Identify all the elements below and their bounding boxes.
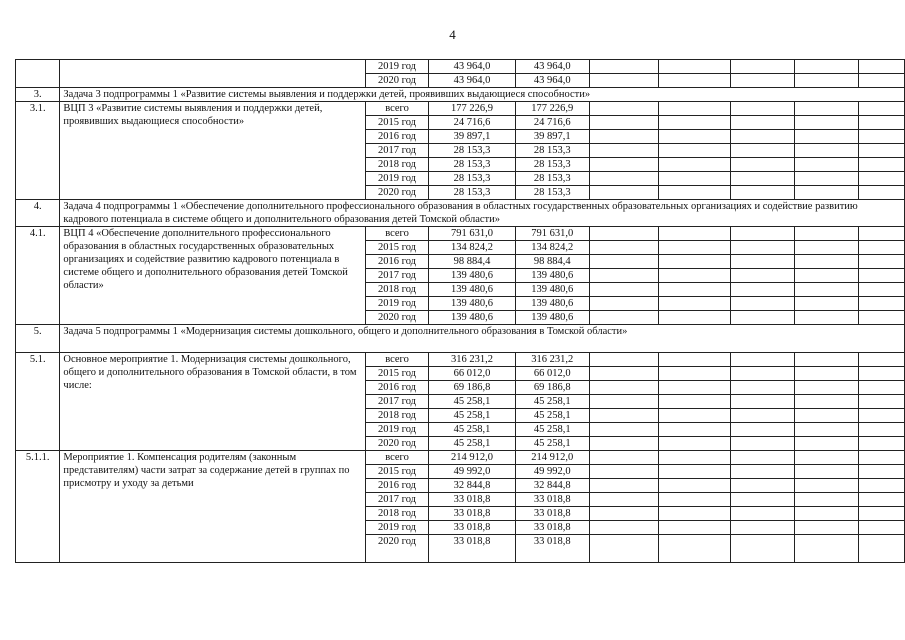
empty-cell [859, 60, 905, 74]
value-total-cell: 43 964,0 [429, 60, 515, 74]
year-cell: 2015 год [365, 367, 429, 381]
year-cell: 2018 год [365, 507, 429, 521]
empty-cell [730, 283, 794, 297]
empty-cell [730, 395, 794, 409]
empty-cell [794, 409, 858, 423]
empty-cell [730, 451, 794, 465]
task-title-cell: Задача 5 подпрограммы 1 «Модернизация системы дошкольного, общего и дополнительного образования в Томской области» [60, 325, 905, 353]
value-total-cell: 98 884,4 [429, 255, 515, 269]
empty-cell [589, 311, 659, 325]
empty-cell [859, 144, 905, 158]
value-total-cell: 139 480,6 [429, 311, 515, 325]
empty-cell [589, 395, 659, 409]
empty-cell [794, 395, 858, 409]
empty-cell [794, 353, 858, 367]
empty-cell [659, 367, 730, 381]
year-cell: 2015 год [365, 465, 429, 479]
year-cell: всего [365, 102, 429, 116]
value-source-cell: 139 480,6 [515, 269, 589, 283]
table-row [16, 353, 905, 367]
empty-cell [859, 535, 905, 563]
empty-cell [794, 493, 858, 507]
year-cell: 2019 год [365, 423, 429, 437]
value-total-cell: 791 631,0 [429, 227, 515, 241]
empty-cell [730, 507, 794, 521]
value-source-cell: 66 012,0 [515, 367, 589, 381]
empty-cell [659, 269, 730, 283]
description-cell: ВЦП 3 «Развитие системы выявления и поддержки детей, проявивших выдающиеся способности» [60, 102, 365, 200]
value-source-cell: 49 992,0 [515, 465, 589, 479]
empty-cell [659, 130, 730, 144]
empty-cell [730, 521, 794, 535]
year-cell: 2020 год [365, 535, 429, 563]
empty-cell [730, 102, 794, 116]
empty-cell [589, 479, 659, 493]
table-row [16, 102, 905, 116]
year-cell: 2017 год [365, 395, 429, 409]
value-total-cell: 177 226,9 [429, 102, 515, 116]
empty-cell [794, 283, 858, 297]
empty-cell [794, 227, 858, 241]
budget-table [15, 59, 905, 563]
empty-cell [794, 311, 858, 325]
value-source-cell: 177 226,9 [515, 102, 589, 116]
empty-cell [589, 437, 659, 451]
empty-cell [794, 102, 858, 116]
empty-cell [859, 311, 905, 325]
empty-cell [730, 269, 794, 283]
empty-cell [589, 493, 659, 507]
empty-cell [589, 521, 659, 535]
value-source-cell: 28 153,3 [515, 186, 589, 200]
empty-cell [859, 493, 905, 507]
empty-cell [859, 172, 905, 186]
empty-cell [794, 381, 858, 395]
empty-cell [659, 158, 730, 172]
empty-cell [659, 521, 730, 535]
value-total-cell: 33 018,8 [429, 521, 515, 535]
table-row [16, 60, 905, 74]
empty-cell [659, 255, 730, 269]
year-cell: 2016 год [365, 479, 429, 493]
empty-cell [794, 465, 858, 479]
empty-cell [794, 451, 858, 465]
table-row [16, 227, 905, 241]
year-cell: 2018 год [365, 158, 429, 172]
empty-cell [730, 465, 794, 479]
empty-cell [659, 465, 730, 479]
value-source-cell: 28 153,3 [515, 172, 589, 186]
value-source-cell: 316 231,2 [515, 353, 589, 367]
year-cell: всего [365, 353, 429, 367]
empty-cell [659, 60, 730, 74]
row-number-cell [16, 60, 60, 88]
empty-cell [859, 409, 905, 423]
empty-cell [659, 74, 730, 88]
empty-cell [589, 353, 659, 367]
empty-cell [659, 297, 730, 311]
empty-cell [794, 479, 858, 493]
value-source-cell: 33 018,8 [515, 493, 589, 507]
empty-cell [659, 241, 730, 255]
empty-cell [794, 437, 858, 451]
empty-cell [859, 381, 905, 395]
empty-cell [589, 186, 659, 200]
empty-cell [859, 130, 905, 144]
empty-cell [859, 227, 905, 241]
empty-cell [730, 74, 794, 88]
empty-cell [859, 465, 905, 479]
value-total-cell: 134 824,2 [429, 241, 515, 255]
value-source-cell: 33 018,8 [515, 521, 589, 535]
value-total-cell: 139 480,6 [429, 283, 515, 297]
year-cell: 2019 год [365, 172, 429, 186]
value-total-cell: 45 258,1 [429, 423, 515, 437]
value-source-cell: 24 716,6 [515, 116, 589, 130]
empty-cell [659, 311, 730, 325]
value-source-cell: 139 480,6 [515, 283, 589, 297]
value-total-cell: 28 153,3 [429, 172, 515, 186]
year-cell: 2019 год [365, 521, 429, 535]
empty-cell [659, 479, 730, 493]
empty-cell [730, 409, 794, 423]
empty-cell [859, 74, 905, 88]
task-number-cell: 5. [16, 325, 60, 353]
year-cell: 2016 год [365, 255, 429, 269]
empty-cell [859, 423, 905, 437]
empty-cell [794, 535, 858, 563]
empty-cell [589, 409, 659, 423]
value-total-cell: 139 480,6 [429, 297, 515, 311]
empty-cell [859, 353, 905, 367]
empty-cell [589, 74, 659, 88]
year-cell: 2020 год [365, 311, 429, 325]
year-cell: 2018 год [365, 409, 429, 423]
empty-cell [730, 493, 794, 507]
empty-cell [589, 283, 659, 297]
value-total-cell: 28 153,3 [429, 186, 515, 200]
value-total-cell: 45 258,1 [429, 409, 515, 423]
empty-cell [659, 172, 730, 186]
empty-cell [859, 255, 905, 269]
value-total-cell: 28 153,3 [429, 158, 515, 172]
value-total-cell: 316 231,2 [429, 353, 515, 367]
empty-cell [859, 437, 905, 451]
value-source-cell: 134 824,2 [515, 241, 589, 255]
empty-cell [730, 116, 794, 130]
empty-cell [589, 130, 659, 144]
empty-cell [730, 158, 794, 172]
value-source-cell: 791 631,0 [515, 227, 589, 241]
value-total-cell: 66 012,0 [429, 367, 515, 381]
empty-cell [794, 186, 858, 200]
empty-cell [659, 102, 730, 116]
value-source-cell: 39 897,1 [515, 130, 589, 144]
empty-cell [730, 130, 794, 144]
year-cell: всего [365, 451, 429, 465]
description-cell: Мероприятие 1. Компенсация родителям (законным представителям) части затрат за содержание детей в группах по присмотру и уходу за детьми [60, 451, 365, 563]
empty-cell [794, 60, 858, 74]
empty-cell [794, 507, 858, 521]
value-source-cell: 214 912,0 [515, 451, 589, 465]
empty-cell [589, 172, 659, 186]
value-total-cell: 33 018,8 [429, 535, 515, 563]
empty-cell [589, 423, 659, 437]
empty-cell [794, 144, 858, 158]
empty-cell [859, 507, 905, 521]
empty-cell [730, 381, 794, 395]
empty-cell [859, 102, 905, 116]
empty-cell [859, 451, 905, 465]
empty-cell [730, 144, 794, 158]
year-cell: 2017 год [365, 269, 429, 283]
empty-cell [730, 297, 794, 311]
value-total-cell: 39 897,1 [429, 130, 515, 144]
empty-cell [659, 395, 730, 409]
empty-cell [859, 116, 905, 130]
empty-cell [730, 241, 794, 255]
empty-cell [859, 186, 905, 200]
empty-cell [859, 269, 905, 283]
value-source-cell: 45 258,1 [515, 437, 589, 451]
year-cell: всего [365, 227, 429, 241]
value-source-cell: 45 258,1 [515, 395, 589, 409]
empty-cell [589, 465, 659, 479]
task-title-cell: Задача 3 подпрограммы 1 «Развитие системы выявления и поддержки детей, проявивших выдающиеся способности» [60, 88, 905, 102]
value-source-cell: 45 258,1 [515, 409, 589, 423]
empty-cell [794, 521, 858, 535]
value-source-cell: 139 480,6 [515, 297, 589, 311]
empty-cell [730, 423, 794, 437]
empty-cell [659, 144, 730, 158]
value-source-cell: 69 186,8 [515, 381, 589, 395]
empty-cell [659, 451, 730, 465]
empty-cell [589, 60, 659, 74]
empty-cell [730, 311, 794, 325]
value-total-cell: 69 186,8 [429, 381, 515, 395]
task-row [16, 325, 905, 353]
year-cell: 2019 год [365, 60, 429, 74]
empty-cell [659, 437, 730, 451]
empty-cell [794, 255, 858, 269]
empty-cell [589, 116, 659, 130]
empty-cell [659, 493, 730, 507]
empty-cell [730, 60, 794, 74]
empty-cell [794, 116, 858, 130]
empty-cell [589, 269, 659, 283]
empty-cell [589, 381, 659, 395]
value-total-cell: 49 992,0 [429, 465, 515, 479]
value-source-cell: 43 964,0 [515, 60, 589, 74]
empty-cell [794, 241, 858, 255]
year-cell: 2015 год [365, 241, 429, 255]
value-source-cell: 28 153,3 [515, 144, 589, 158]
task-number-cell: 3. [16, 88, 60, 102]
year-cell: 2017 год [365, 493, 429, 507]
empty-cell [730, 172, 794, 186]
empty-cell [659, 186, 730, 200]
empty-cell [589, 102, 659, 116]
description-cell: ВЦП 4 «Обеспечение дополнительного профессионального образования в областных государственных образовательных организациях и содействие развитию кадрового потенциала в системе общего и дополнительного образования детей Томской области» [60, 227, 365, 325]
empty-cell [794, 130, 858, 144]
value-source-cell: 139 480,6 [515, 311, 589, 325]
empty-cell [659, 353, 730, 367]
value-source-cell: 32 844,8 [515, 479, 589, 493]
empty-cell [794, 158, 858, 172]
value-total-cell: 139 480,6 [429, 269, 515, 283]
empty-cell [730, 437, 794, 451]
year-cell: 2016 год [365, 130, 429, 144]
empty-cell [794, 423, 858, 437]
empty-cell [589, 451, 659, 465]
value-total-cell: 33 018,8 [429, 493, 515, 507]
value-source-cell: 98 884,4 [515, 255, 589, 269]
empty-cell [859, 241, 905, 255]
task-title-cell: Задача 4 подпрограммы 1 «Обеспечение дополнительного профессионального образования в областных государственных образовательных организациях и содействие развитию кадрового потенциала в системе общего и дополнительного образования детей Томской области» [60, 200, 905, 227]
empty-cell [659, 409, 730, 423]
value-total-cell: 43 964,0 [429, 74, 515, 88]
empty-cell [730, 186, 794, 200]
row-number-cell: 3.1. [16, 102, 60, 200]
value-total-cell: 45 258,1 [429, 437, 515, 451]
year-cell: 2017 год [365, 144, 429, 158]
empty-cell [589, 158, 659, 172]
year-cell: 2016 год [365, 381, 429, 395]
year-cell: 2015 год [365, 116, 429, 130]
empty-cell [794, 74, 858, 88]
empty-cell [659, 535, 730, 563]
year-cell: 2019 год [365, 297, 429, 311]
page-number: 4 [449, 27, 456, 42]
description-cell: Основное мероприятие 1. Модернизация системы дошкольного, общего и дополнительного образования в Томской области, в том числе: [60, 353, 365, 451]
value-total-cell: 33 018,8 [429, 507, 515, 521]
empty-cell [659, 507, 730, 521]
empty-cell [859, 479, 905, 493]
empty-cell [659, 283, 730, 297]
empty-cell [589, 227, 659, 241]
year-cell: 2018 год [365, 283, 429, 297]
table-body [16, 60, 905, 563]
empty-cell [730, 255, 794, 269]
value-source-cell: 45 258,1 [515, 423, 589, 437]
value-source-cell: 33 018,8 [515, 507, 589, 521]
empty-cell [730, 479, 794, 493]
empty-cell [730, 353, 794, 367]
value-source-cell: 28 153,3 [515, 158, 589, 172]
task-number-cell: 4. [16, 200, 60, 227]
empty-cell [794, 269, 858, 283]
row-number-cell: 4.1. [16, 227, 60, 325]
empty-cell [859, 521, 905, 535]
value-total-cell: 45 258,1 [429, 395, 515, 409]
empty-cell [730, 227, 794, 241]
task-row [16, 88, 905, 102]
year-cell: 2020 год [365, 437, 429, 451]
empty-cell [589, 297, 659, 311]
year-cell: 2020 год [365, 74, 429, 88]
task-row [16, 200, 905, 227]
value-source-cell: 43 964,0 [515, 74, 589, 88]
empty-cell [589, 535, 659, 563]
empty-cell [659, 227, 730, 241]
empty-cell [794, 172, 858, 186]
empty-cell [589, 241, 659, 255]
empty-cell [794, 297, 858, 311]
empty-cell [859, 367, 905, 381]
value-total-cell: 28 153,3 [429, 144, 515, 158]
row-number-cell: 5.1. [16, 353, 60, 451]
value-total-cell: 214 912,0 [429, 451, 515, 465]
empty-cell [589, 144, 659, 158]
empty-cell [659, 381, 730, 395]
value-source-cell: 33 018,8 [515, 535, 589, 563]
empty-cell [859, 158, 905, 172]
table-row [16, 451, 905, 465]
description-cell [60, 60, 365, 88]
value-total-cell: 32 844,8 [429, 479, 515, 493]
empty-cell [589, 255, 659, 269]
row-number-cell: 5.1.1. [16, 451, 60, 563]
empty-cell [859, 283, 905, 297]
empty-cell [589, 367, 659, 381]
empty-cell [589, 507, 659, 521]
empty-cell [730, 367, 794, 381]
empty-cell [659, 116, 730, 130]
empty-cell [730, 535, 794, 563]
empty-cell [659, 423, 730, 437]
empty-cell [859, 297, 905, 311]
empty-cell [794, 367, 858, 381]
empty-cell [859, 395, 905, 409]
value-total-cell: 24 716,6 [429, 116, 515, 130]
year-cell: 2020 год [365, 186, 429, 200]
